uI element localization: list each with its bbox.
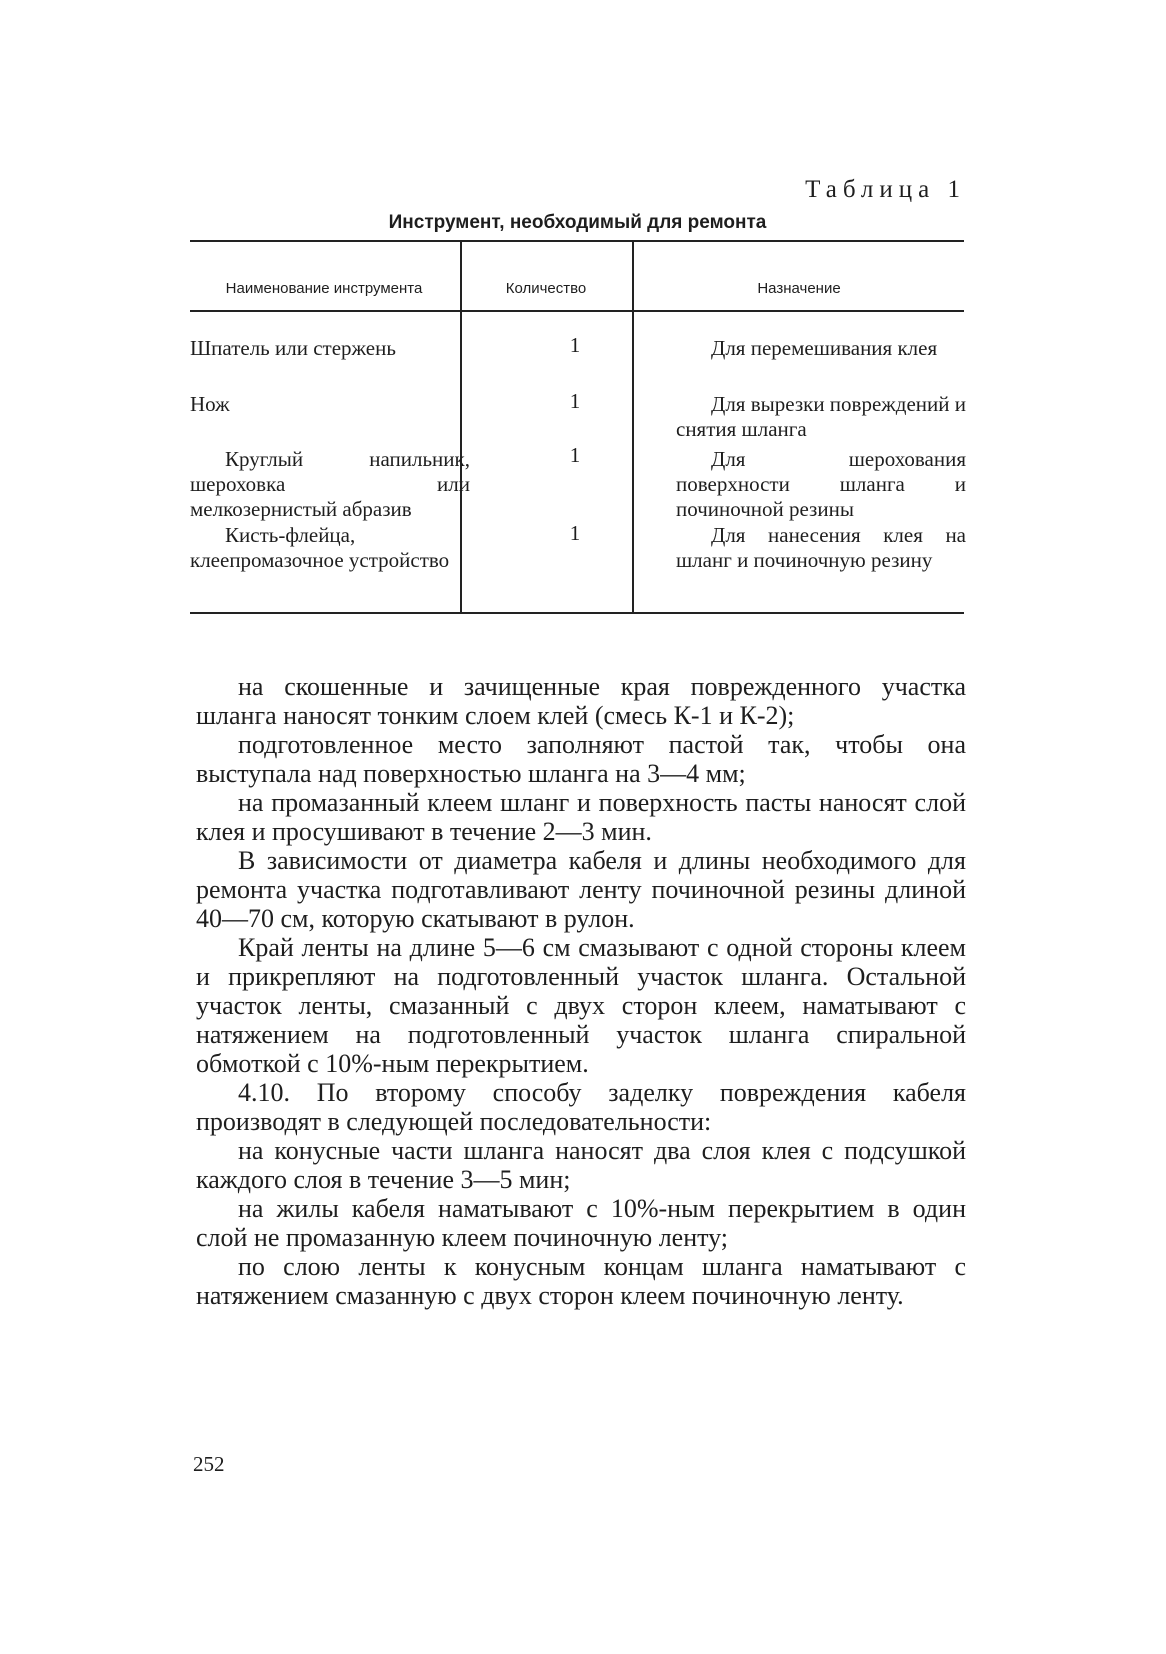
table-cell-quantity: 1 xyxy=(569,389,581,413)
table-bottom-rule xyxy=(190,612,964,614)
table-cell-purpose: Для шерохования поверхности шланга и починочной резины xyxy=(676,447,966,521)
table-cell-purpose: Для перемешивания клея xyxy=(711,336,938,360)
page-number: 252 xyxy=(193,1452,225,1476)
table-cell-quantity: 1 xyxy=(569,333,581,357)
table-label: Таблица 1 xyxy=(805,176,966,203)
table-cell-purpose: Для вырезки повреждений и снятия шланга xyxy=(676,392,966,441)
paragraph: на скошенные и зачищенные края поврежденного участка шланга наносят тонким слоем клей (смесь К-1 и К-2); xyxy=(196,672,966,730)
paragraph: на жилы кабеля наматывают с 10%-ным перекрытием в один слой не промазанную клеем починочную ленту; xyxy=(196,1194,966,1252)
table-top-rule xyxy=(190,240,964,242)
paragraph: 4.10. По второму способу заделку повреждения кабеля производят в следующей последовательности: xyxy=(196,1078,966,1136)
table-cell-quantity: 1 xyxy=(569,443,581,467)
body-text xyxy=(196,672,966,1310)
table-cell-name: Шпатель или стержень xyxy=(190,336,396,360)
table-cell-purpose: Для нанесения клея на шланг и починочную резину xyxy=(676,523,966,572)
paragraph: по слою ленты к конусным концам шланга наматывают с натяжением смазанную с двух сторон клеем починочную ленту. xyxy=(196,1252,966,1310)
table-cell-name: Нож xyxy=(190,392,230,416)
paragraph: Край ленты на длине 5—6 см смазывают с одной стороны клеем и прикрепляют на подготовленный участок шланга. Остальной участок ленты, смазанный с двух сторон клеем, наматывают с натяжением на подготовленный участок шланга спиральной обмоткой с 10%-ным перекрытием. xyxy=(196,933,966,1078)
paragraph: подготовленное место заполняют пастой так, чтобы она выступала над поверхностью шланга на 3—4 мм; xyxy=(196,730,966,788)
table-cell-name: Круглый напильник, шероховка или мелкозернистый абразив xyxy=(190,447,470,521)
table-cell-quantity: 1 xyxy=(569,521,581,545)
table-cell-name: Кисть-флейца, клеепромазочное устройство xyxy=(190,523,450,572)
paragraph: В зависимости от диаметра кабеля и длины необходимого для ремонта участка подготавливают ленту починочной резины длиной 40—70 см, которую скатывают в рулон. xyxy=(196,846,966,933)
paragraph: на промазанный клеем шланг и поверхность пасты наносят слой клея и просушивают в течение 2—3 мин. xyxy=(196,788,966,846)
table-header-purpose: Назначение xyxy=(757,280,841,297)
table-title: Инструмент, необходимый для ремонта xyxy=(388,212,767,233)
table-header-name: Наименование инструмента xyxy=(225,280,423,297)
table-header-quantity: Количество xyxy=(505,280,587,297)
paragraph: на конусные части шланга наносят два слоя клея с подсушкой каждого слоя в течение 3—5 мин; xyxy=(196,1136,966,1194)
table-header-rule xyxy=(190,310,964,312)
